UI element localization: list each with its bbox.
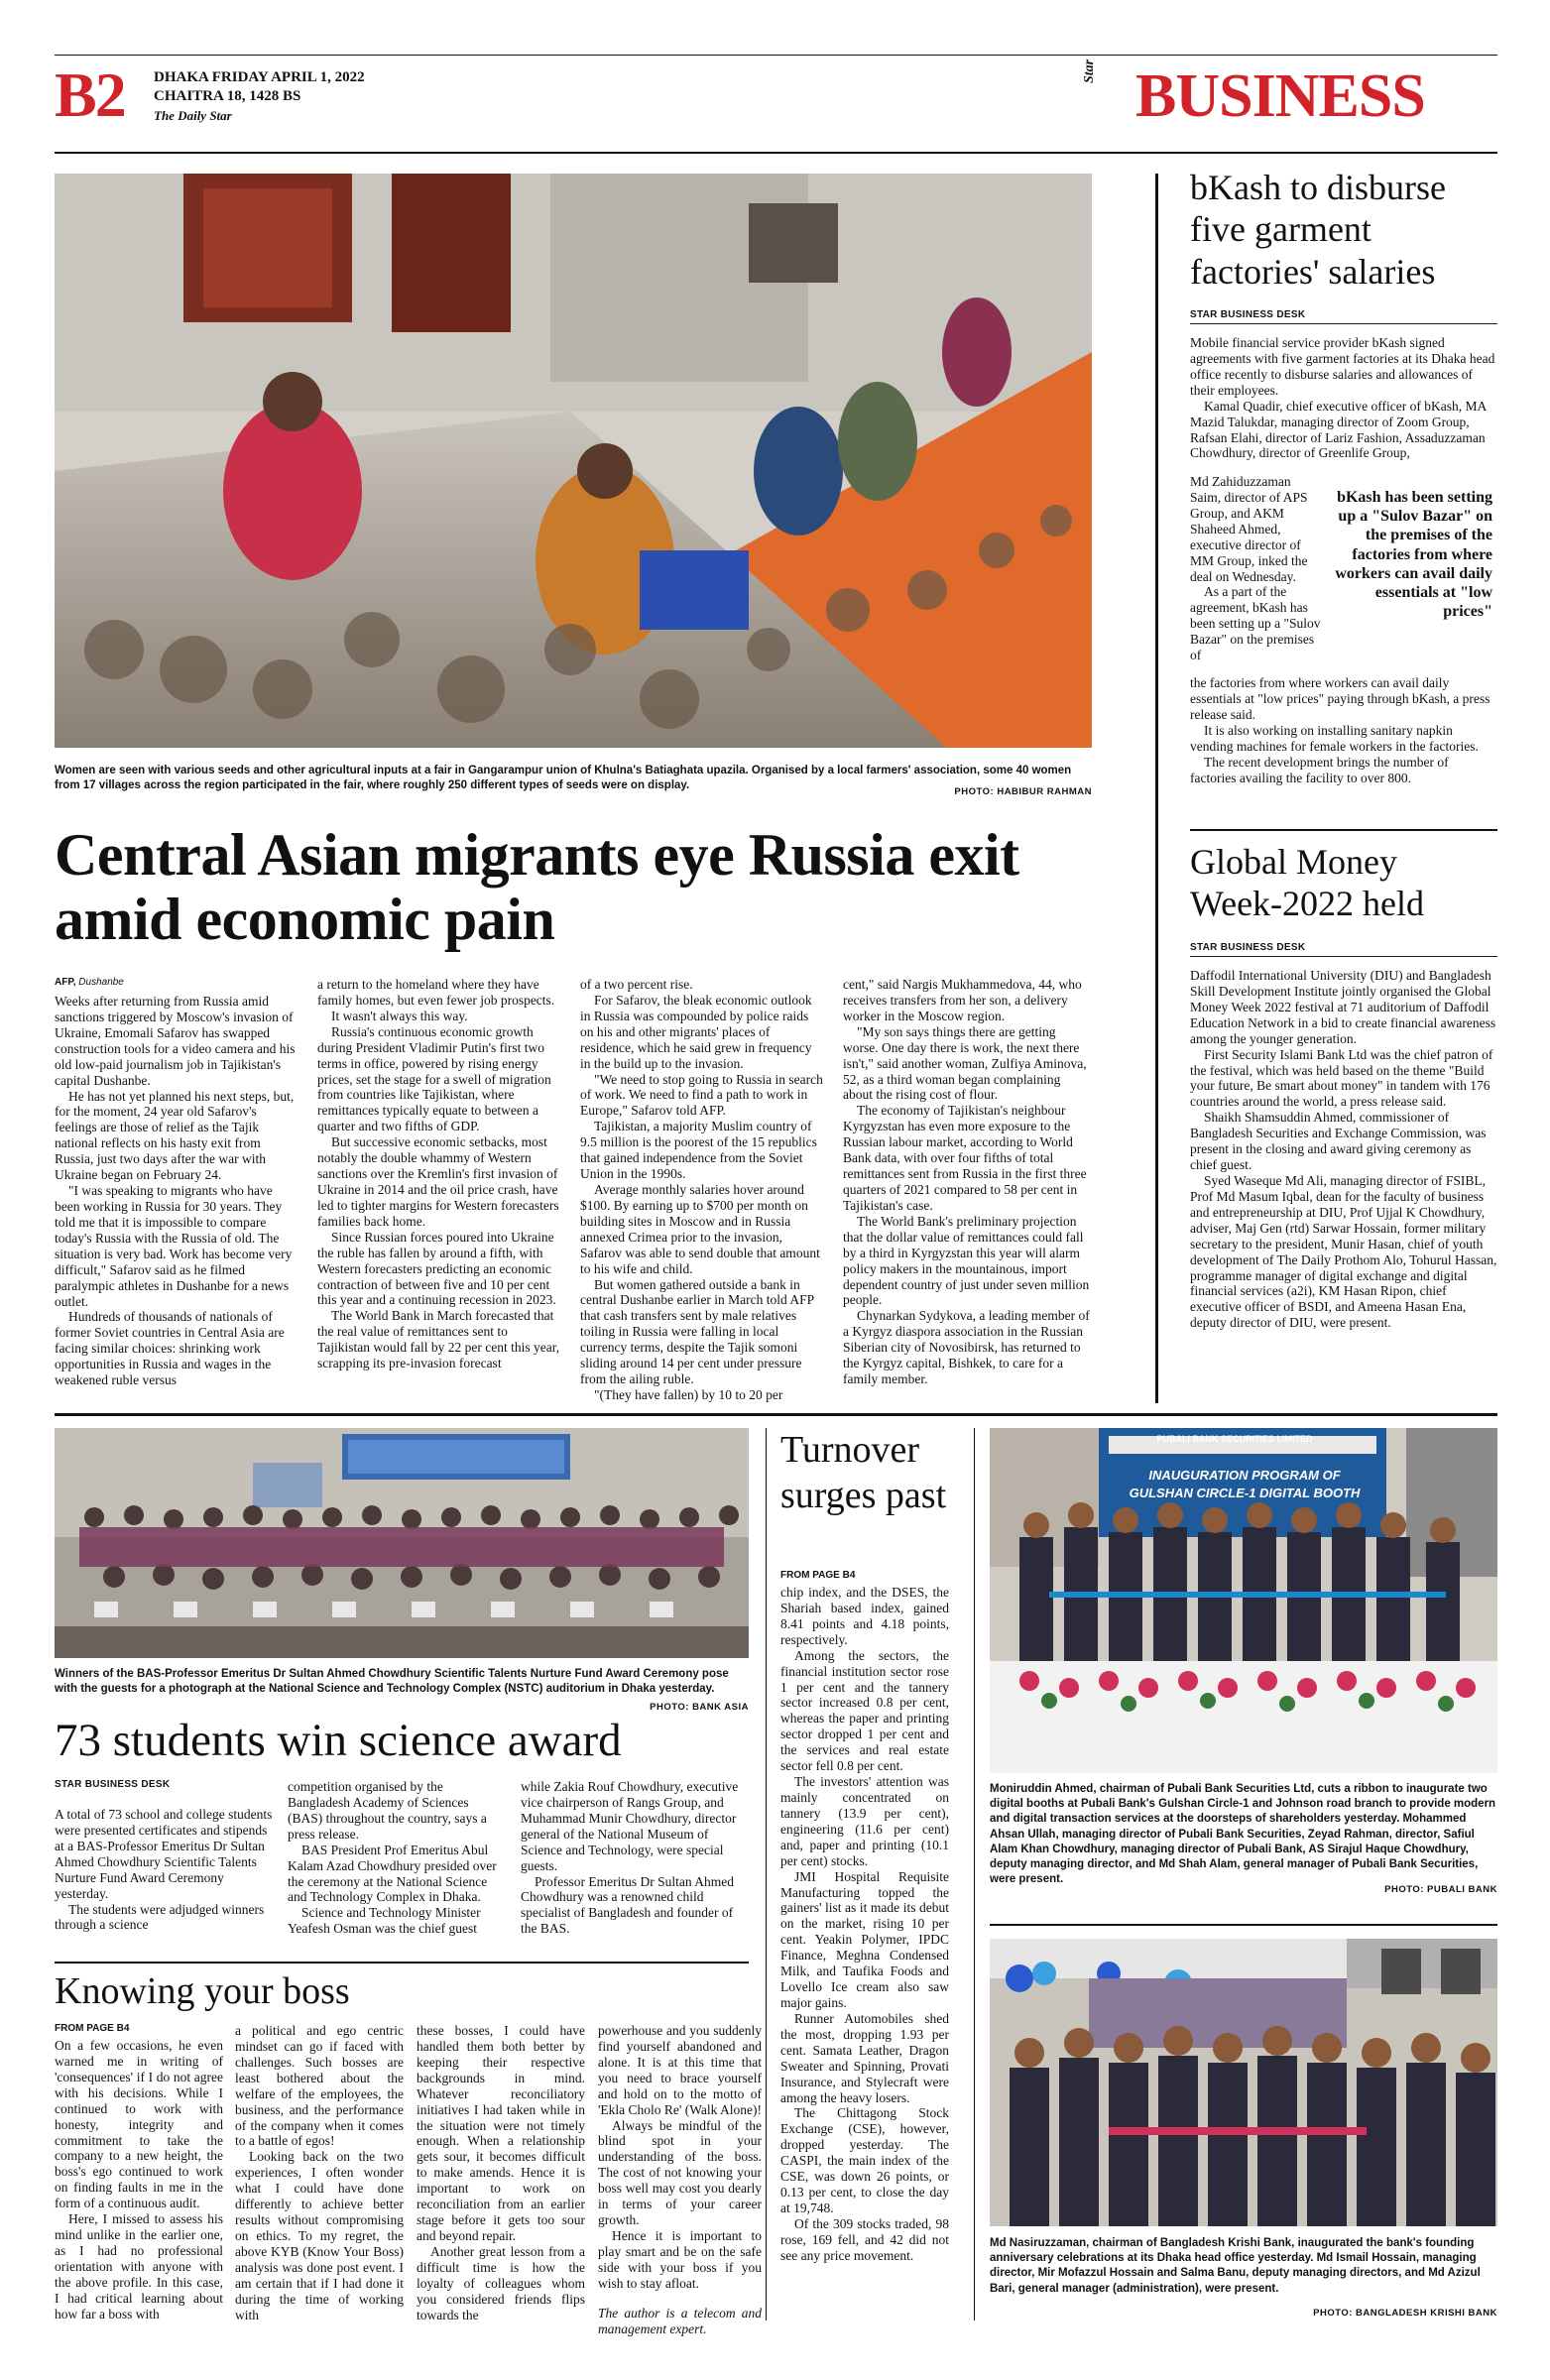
page-number: B2 [55, 60, 125, 130]
money-week-body [1190, 968, 1497, 1402]
science-award-caption: Winners of the BAS-Professor Emeritus Dr Sultan Ahmed Chowdhury Scientific Talents Nurture Fund Award Ceremony pose with the guests for a photograph at the National Science and Technology Complex (NSTC) auditorium in Dhaka yesterday. [55, 1668, 729, 1696]
bkash-p2: Kamal Quadir, chief executive officer of bKash, MA Mazid Talukdar, managing director of Zoom Group, Rafsan Elahi, director of Lariz Fashion, Assaduzzaman Chowdhury, director of Greenlife Group, [1190, 398, 1487, 461]
lead-c3-p1: of a two percent rise. [580, 977, 693, 992]
boss-author: The author is a telecom and management expert. [598, 2305, 762, 2336]
science-c3-p2: Professor Emeritus Dr Sultan Ahmed Chowdhury was a renowned child specialist of Bangladesh and founder of the BAS. [521, 1873, 734, 1937]
money-week-desk: STAR BUSINESS DESK [1190, 942, 1497, 957]
boss-c1-p2: Here, I missed to assess his mind unlike in the earlier one, as I had no professional orientation with anyone with the above profile. In this case, I had critical learning about how far a boss with [55, 2211, 223, 2321]
bkash-p1: Mobile financial service provider bKash signed agreements with five garment factories at its Dhaka head office recently to disburse salaries and allowances of their employees. [1190, 335, 1495, 398]
science-c1-p1: A total of 73 school and college students were presented certificates and stipends at a BAS-Professor Emeritus Dr Sultan Ahmed Chowdhury Scientific Talents Nurture Fund Award Ceremony yesterday. [55, 1807, 273, 1901]
science-c2-p1: competition organised by the Bangladesh Academy of Sciences (BAS) throughout the country, says a press release. [288, 1779, 487, 1842]
boss-c3-p1: these bosses, I could have handled them both better by keeping their respective backgrounds in mind. Whatever reconciliatory initiatives I had taken while in the situation were not timely enough. When a relationship gets sour, it becomes difficult to make amends. Hence it is important to work on reconciliation from an earlier stage before it gets too sour and beyond repair. [417, 2023, 585, 2243]
masthead-rule [55, 55, 1497, 56]
section-prefix: Star [1082, 59, 1097, 83]
pubali-banner-line-1: INAUGURATION PROGRAM OF [1148, 1468, 1341, 1483]
science-column-2 [288, 1779, 506, 1951]
bkash-desk: STAR BUSINESS DESK [1190, 309, 1497, 324]
lead-c2-p1: a return to the homeland where they have family homes, but even fewer job prospects. [317, 977, 555, 1008]
money-week-headline: Global Money Week-2022 held [1190, 842, 1425, 924]
krishi-caption: Md Nasiruzzaman, chairman of Bangladesh Krishi Bank, inaugurated the bank's founding anniversary celebrations at its Dhaka head office yesterday. Md Ismail Hossain, managing director, Mir Mofazzul Hossain and Salma Banu, deputy managing directors, and Md Azizul Bari, general manager (administration), were present. [990, 2237, 1481, 2295]
lead-c4-p5: Chynarkan Sydykova, a leading member of a Kyrgyz diaspora association in the Russian Siberian city of Novosibirsk, has returned to the Kyrgyz capital, Bishkek, to care for a family member. [843, 1308, 1090, 1387]
lead-c1-p1: Weeks after returning from Russia amid sanctions triggered by Moscow's invasion of Ukraine, Emomali Safarov has swapped construction tools for a video camera and his old low-paid journalism job in Tajikistan's capital Dushanbe. [55, 994, 296, 1088]
lead-column-3 [580, 977, 823, 1400]
seed-fair-caption: Women are seen with various seeds and other agricultural inputs at a fair in Gangarampur union of Khulna's Batiaghata upazila. Organised by a local farmers' association, some 40 women from 17 villages across the region participated in the fair, where roughly 250 different types of seeds were on display. [55, 765, 1072, 792]
science-column-1 [55, 1807, 273, 1951]
pubali-banner-line-2: GULSHAN CIRCLE-1 DIGITAL BOOTH [1129, 1486, 1361, 1500]
pubali-bottom-rule [990, 1924, 1497, 1926]
photo-column-separator [974, 1428, 975, 2320]
lead-c4-p2: "My son says things there are getting worse. One day there is work, the next there isn't," said another woman, Zulfiya Aminova, 52, as a third woman began complaining about the rising cost of flour. [843, 1023, 1087, 1103]
bkash-pull-quote: bKash has been setting up a "Sulov Bazar" on the premises of the factories from where workers can avail daily essentials at "low prices" [1335, 489, 1492, 621]
lead-column-4 [843, 977, 1091, 1400]
science-c3-p1: while Zakia Rouf Chowdhury, executive vice chairperson of Rangs Group, and Muhammad Munir Chowdhury, director general of the National Museum of Science and Technology, were special guests. [521, 1779, 739, 1873]
science-c2-p3: Science and Technology Minister Yeafesh Osman was the chief guest [288, 1905, 481, 1937]
lead-c3-p5: Average monthly salaries hover around $100. By earning up to $700 per month on building sites in Moscow and in Russia annexed Crimea prior to the invasion, Safarov was able to send double that amount to his wife and child. [580, 1181, 820, 1276]
lead-c2-p3: Russia's continuous economic growth during President Vladimir Putin's first two terms in office, powered by rising energy prices, set the stage for a swell of migration from countries like Tajikistan, where remittances typically equate to between a quarter and two fifths of GDP. [317, 1023, 551, 1134]
paper-name: The Daily Star [154, 108, 232, 123]
lead-c3-p6: But women gathered outside a bank in central Dushanbe earlier in March told AFP that cash transfers sent by male relatives toiling in Russia were falling in local currency terms, despite the Tajik somoni sliding around 14 per cent under pressure from the ailing ruble. [580, 1276, 814, 1387]
turnover-p6: The Chittagong Stock Exchange (CSE), however, dropped yesterday. The CASPI, the main index of the CSE, was down 26 points, or 0.13 per cent, to close the day at 19,748. [780, 2105, 949, 2215]
lead-column-1 [55, 994, 298, 1400]
science-award-photo [55, 1428, 749, 1658]
money-week-p3: Shaikh Shamsuddin Ahmed, commissioner of Bangladesh Securities and Exchange Commission, was present in the closing and award giving ceremony as chief guest. [1190, 1110, 1487, 1173]
lead-c2-p5: Since Russian forces poured into Ukraine the ruble has fallen by around a fifth, with Western forecasters predicting an economic contraction of between five and 10 per cent this year and a continuing recession in 2023. [317, 1229, 556, 1308]
masthead [55, 61, 1497, 141]
money-week-p4: Syed Waseque Md Ali, managing director of FSIBL, Prof Md Masum Iqbal, dean for the faculty of business and entrepreneurship at DIU, Prof Ujjal K Chowdhury, adviser, Maj Gen (rtd) Sarwar Hossain, former military secretary to the president, Munir Hasan, chief of youth development of The Daily Prothom Alo, Tohurul Hassan, programme manager of digital exchange and digital financial services (a2i), KM Hasan Ripon, chief executive officer of BSDI, and Ameena Hasan Ena, deputy director of DIU, were present. [1190, 1172, 1497, 1331]
turnover-separator [766, 1428, 767, 2320]
turnover-from: FROM PAGE B4 [780, 1570, 856, 1581]
lead-c3-p7: "(They have fallen) by 10 to 20 per [594, 1386, 783, 1402]
boss-column-1 [55, 2038, 223, 2320]
boss-c2-p2: Looking back on the two experiences, I often wonder what I could have done differently to achieve better results without compromising on ethics. To my regret, the above KYB (Know Your Boss) analysis was done post event. I am certain that if I had done it during the time of working with [235, 2149, 404, 2322]
turnover-p3: The investors' attention was mainly concentrated on tannery (13.9 per cent), engineering (11.6 per cent) and, paper and printing (10.1 per cent) stocks. [780, 1774, 949, 1868]
science-column-3 [521, 1779, 749, 1951]
turnover-p2: Among the sectors, the financial institution sector rose 1 per cent and the tannery sector increased 0.8 per cent, whereas the paper and printing sector dropped 1 per cent and the services and real estate sector fell 0.8 per cent. [780, 1647, 949, 1774]
pubali-bank-name: PUBALI BANK SECURITIES LIMITED [1156, 1434, 1313, 1444]
lead-c4-p4: The World Bank's preliminary projection that the dollar value of remittances could fall by a third in Kyrgyzstan this year will alarm policy makers in the mountainous, import dependent country of just under seven million people. [843, 1213, 1090, 1308]
bkash-p4: As a part of the agreement, bKash has been setting up a "Sulov Bazar" on the premises of [1190, 584, 1321, 663]
science-c1-p2: The students were adjudged winners through a science [55, 1901, 265, 1933]
money-week-p2: First Security Islami Bank Ltd was the chief patron of the festival, which was held based on the theme "Build your future, Be smart about money" in tandem with 176 countries around the world, a press release said. [1190, 1046, 1493, 1110]
bkash-p6: It is also working on installing sanitary napkin vending machines for female workers in the factories. [1190, 722, 1479, 754]
lead-c4-p3: The economy of Tajikistan's neighbour Kyrgyzstan has even more exposure to the Russian labour market, according to World Bank data, with over four fifths of total remittances sent from Russia in the first three quarters of 2021 compared to 58 per cent in Tajikistan's case. [843, 1103, 1087, 1213]
boss-column-4 [598, 2023, 762, 2336]
krishi-photo [990, 1939, 1497, 2226]
right-divider [1190, 829, 1497, 831]
turnover-p4: JMI Hospital Requisite Manufacturing topped the gainers' list as it made its debut on the market, rising 10 per cent. Yeakin Polymer, IPDC Finance, Meghna Condensed Milk, and Taufika Foods and Lovello Ice cream also saw major gains. [780, 1868, 949, 2010]
science-award-credit: PHOTO: BANK ASIA [650, 1702, 749, 1713]
section-title: BUSINESS [1135, 62, 1425, 130]
seed-fair-photo [55, 174, 1092, 748]
boss-c1-p1: On a few occasions, he even warned me in writing of 'consequences' if I do not agree with his decisions. While I continued to work with honesty, integrity and commitment to take the company to a new height, the boss's ego continued to work on finding faults in me in the form of a continuous audit. [55, 2038, 223, 2211]
boss-c2-p1: a political and ego centric mindset can go if faced with challenges. Such bosses are least bothered about the welfare of the employees, the business, and the performance of the company when it comes to a battle of egos! [235, 2023, 404, 2149]
boss-c4-p2: Always be mindful of the blind spot in your understanding of the boss. The cost of not knowing your boss well may cost you dearly in terms of your career growth. [598, 2117, 762, 2228]
lead-c3-p4: Tajikistan, a majority Muslim country of 9.5 million is the poorest of the 15 republics that gained independence from the Soviet Union in the 1990s. [580, 1119, 817, 1182]
lead-headline: Central Asian migrants eye Russia exit amid economic pain [55, 822, 1019, 952]
lead-c3-p2: For Safarov, the bleak economic outlook in Russia was compounded by police raids on his and other migrants' places of residence, which he said grew in frequency in the build up to the invasion. [580, 992, 812, 1071]
mid-rule [55, 1413, 1497, 1416]
turnover-p1: chip index, and the DSES, the Shariah based index, gained 8.41 points and 4.18 points, respectively. [780, 1585, 949, 1647]
lead-dateline [55, 977, 283, 988]
date-line: DHAKA FRIDAY APRIL 1, 2022 [154, 69, 365, 85]
bkash-headline: bKash to disburse five garment factories' salaries [1190, 168, 1446, 292]
turnover-body [780, 1585, 949, 2320]
lead-c3-p3: "We need to stop going to Russia in search of work. We need to find a path to work in Europe," Safarov told AFP. [580, 1071, 823, 1119]
lead-c1-p3: "I was speaking to migrants who have been working in Russia for 30 years. They told me that it is impossible to compare today's Russia with the Russia of old. The situation is very bad. Work has become very difficult," Safarov said as he filmed paralympic athletes in Dushanbe for a news outlet. [55, 1183, 293, 1309]
bkash-p3: Md Zahiduzzaman Saim, director of APS Group, and AKM Shaheed Ahmed, executive director of MM Group, inked the deal on Wednesday. [1190, 474, 1308, 584]
krishi-credit: PHOTO: BANGLADESH KRISHI BANK [1313, 2308, 1497, 2319]
lead-c2-p2: It wasn't always this way. [331, 1008, 468, 1023]
boss-column-3 [417, 2023, 585, 2320]
bkash-body-narrow [1190, 474, 1321, 672]
science-desk: STAR BUSINESS DESK [55, 1779, 171, 1790]
bangla-date: CHAITRA 18, 1428 BS [154, 88, 301, 104]
bkash-p5: the factories from where workers can avail daily essentials at "low prices" paying through bKash, a press release said. [1190, 675, 1490, 722]
lead-c1-p2: He has not yet planned his next steps, but, for the moment, 24 year old Safarov's feelings are those of relief as the Tajik national reflects on his hasty exit from Russia, just two days after the war with Ukraine began on February 24. [55, 1088, 295, 1183]
science-bottom-rule [55, 1962, 749, 1964]
turnover-p7: Of the 309 stocks traded, 98 rose, 169 fell, and 42 did not see any price movement. [780, 2215, 949, 2263]
money-week-p1: Daffodil International University (DIU) and Bangladesh Skill Development Institute jointly organised the Global Money Week 2022 festival at 71 auditorium of Daffodil Education Network in a bid to create financial awareness among the younger generation. [1190, 968, 1496, 1046]
boss-c3-p2: Another great lesson from a difficult time is how the loyalty of colleagues whom you considered friends flips towards the [417, 2243, 585, 2322]
boss-c4-p3: Hence it is important to play smart and be on the safe side with your boss if you wish to stay afloat. [598, 2227, 762, 2291]
turnover-p5: Runner Automobiles shed the most, dropping 1.93 per cent. Samata Leather, Dragon Sweater and Spinning, Provati Insurance, and Stylecraft were among the heavy losers. [780, 2010, 949, 2105]
turnover-headline: Turnover surges past [780, 1429, 947, 1516]
boss-headline: Knowing your boss [55, 1970, 350, 2012]
boss-column-2 [235, 2023, 404, 2320]
lead-place: Dushanbe [78, 977, 124, 988]
pubali-caption: Moniruddin Ahmed, chairman of Pubali Bank Securities Ltd, cuts a ribbon to inaugurate two digital booths at Pubali Bank's Gulshan Circle-1 and Johnson road branch to provide modern and digital transaction services at the doorsteps of shareholders yesterday. Mohammed Ahsan Ullah, managing director of Pubali Bank Securities, Zeyad Rahman, director, Safiul Alam Khan Chowdhury, managing director of Pubali Bank, AS Sirajul Haque Chowdhury, deputy managing director, and Md Shah Alam, general manager of Pubali Bank Securities, were present. [990, 1783, 1496, 1886]
masthead-bottom-rule [55, 152, 1497, 154]
lead-agency: AFP, [55, 977, 76, 988]
right-column-separator [1155, 174, 1158, 1403]
lead-column-2 [317, 977, 560, 1400]
lead-c1-p4: Hundreds of thousands of nationals of former Soviet countries in Central Asia are facing similar choices: shrinking work opportunities in Russia and wages in the weakened ruble versus [55, 1309, 285, 1388]
bkash-body-bottom [1190, 675, 1497, 814]
pubali-credit: PHOTO: PUBALI BANK [1384, 1884, 1497, 1895]
seed-fair-credit: PHOTO: HABIBUR RAHMAN [954, 786, 1092, 797]
boss-from: FROM PAGE B4 [55, 2023, 130, 2034]
lead-c4-p1: cent," said Nargis Mukhammedova, 44, who receives transfers from her son, a delivery worker in the Moscow region. [843, 977, 1082, 1023]
boss-c4-p1: powerhouse and you suddenly find yourself abandoned and alone. It is at this time that you need to brace yourself and hold on to the motto of 'Ekla Cholo Re' (Walk Alone)! [598, 2023, 762, 2117]
bkash-body-top [1190, 335, 1497, 471]
lead-c2-p6: The World Bank in March forecasted that the real value of remittances sent to Tajikistan would fall by 22 per cent this year, scrapping its pre-invasion forecast [317, 1308, 560, 1371]
lead-c2-p4: But successive economic setbacks, most notably the double whammy of Western sanctions over the Kremlin's first invasion of Ukraine in 2014 and the oil price crash, have led to tighter margins for Western forecasters families back home. [317, 1134, 559, 1229]
bkash-p7: The recent development brings the number of factories availing the facility to over 800. [1190, 754, 1449, 785]
science-headline: 73 students win science award [55, 1715, 622, 1766]
science-c2-p2: BAS President Prof Emeritus Abul Kalam Azad Chowdhury presided over the ceremony at the National Science and Technology Complex in Dhaka. [288, 1842, 497, 1905]
